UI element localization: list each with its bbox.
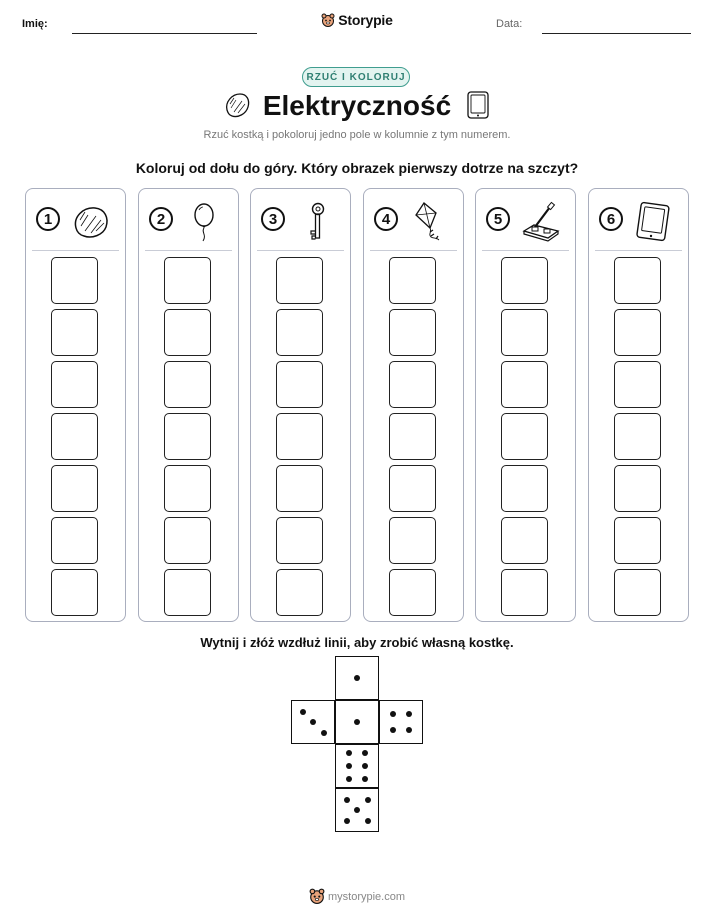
column-header [139,201,238,247]
column-number: 6 [599,207,623,231]
color-cell[interactable] [276,361,323,408]
color-cell[interactable] [164,257,211,304]
color-cell[interactable] [389,569,436,616]
color-cell[interactable] [501,465,548,512]
color-cell[interactable] [164,569,211,616]
kite-icon [408,201,450,248]
color-cell[interactable] [389,517,436,564]
color-cell[interactable] [389,465,436,512]
dice-instruction: Wytnij i złóż wzdłuż linii, aby zrobić własną kostkę. [200,635,514,650]
die-pip [310,719,316,725]
color-cell[interactable] [276,257,323,304]
die-pip [321,730,327,736]
die-pip [390,727,396,733]
column-4 [363,188,464,622]
die-pip [354,675,360,681]
die-pip [362,750,368,756]
column-divider [482,250,569,251]
color-cell[interactable] [164,517,211,564]
tablet-icon [465,90,491,125]
column-divider [370,250,457,251]
die-pip [390,711,396,717]
column-number: 1 [36,207,60,231]
color-cell[interactable] [164,465,211,512]
column-divider [257,250,344,251]
die-pip [365,797,371,803]
storypie-logo-icon [321,13,335,30]
subtitle: Rzuć kostką i pokoloruj jedno pole w kolumnie z tym numerem. [203,129,511,141]
color-cell[interactable] [614,465,661,512]
column-1 [25,188,126,622]
page-title: Elektryczność [262,90,452,121]
color-cell[interactable] [164,309,211,356]
key-icon [295,201,337,248]
die-pip [346,750,352,756]
color-cell[interactable] [501,361,548,408]
color-cell[interactable] [501,569,548,616]
footer-url: mystorypie.com [327,891,406,903]
die-face-1 [335,700,379,744]
knife-switch-icon [520,201,562,248]
column-header [26,201,125,247]
balloon-icon [183,201,225,248]
color-cell[interactable] [51,465,98,512]
die-pip [354,719,360,725]
column-divider [32,250,119,251]
die-pip [346,763,352,769]
die-face-4 [379,700,423,744]
color-cell[interactable] [51,257,98,304]
activity-badge: RZUĆ I KOLORUJ [302,67,410,87]
color-cell[interactable] [389,257,436,304]
color-cell[interactable] [501,309,548,356]
color-cell[interactable] [614,309,661,356]
color-cell[interactable] [389,309,436,356]
color-cell[interactable] [51,361,98,408]
color-cell[interactable] [276,569,323,616]
column-3 [250,188,351,622]
color-cell[interactable] [51,413,98,460]
column-divider [595,250,682,251]
color-cell[interactable] [51,569,98,616]
die-pip [354,807,360,813]
column-2 [138,188,239,622]
color-cell[interactable] [276,309,323,356]
die-face-5 [335,788,379,832]
color-cell[interactable] [389,361,436,408]
column-header [364,201,463,247]
name-line[interactable] [72,33,257,34]
color-cell[interactable] [51,517,98,564]
die-pip [346,776,352,782]
column-divider [145,250,232,251]
color-cell[interactable] [164,361,211,408]
instruction: Koloruj od dołu do góry. Który obrazek pierwszy dotrze na szczyt? [135,160,579,176]
storypie-logo-icon [309,888,325,907]
color-cell[interactable] [614,413,661,460]
die-pip [362,776,368,782]
column-header [476,201,575,247]
tablet-icon [633,201,675,248]
column-header [251,201,350,247]
die-pip [406,711,412,717]
color-cell[interactable] [501,257,548,304]
date-label: Data: [496,18,523,30]
die-pip [365,818,371,824]
color-cell[interactable] [614,517,661,564]
footer [0,888,714,907]
color-cell[interactable] [276,465,323,512]
column-6 [588,188,689,622]
die-face-1 [335,656,379,700]
name-label: Imię: [22,18,48,30]
die-face-3 [291,700,335,744]
column-number: 2 [149,207,173,231]
brand-name: Storypie [338,12,393,28]
color-cell[interactable] [276,517,323,564]
color-cell[interactable] [614,361,661,408]
brand [0,12,714,30]
color-cell[interactable] [501,413,548,460]
color-cell[interactable] [389,413,436,460]
color-cell[interactable] [51,309,98,356]
column-header [589,201,688,247]
column-number: 3 [261,207,285,231]
die-pip [300,709,306,715]
die-pip [344,797,350,803]
die-face-6 [335,744,379,788]
date-line[interactable] [542,33,691,34]
rock-icon [70,201,112,248]
color-cell[interactable] [614,569,661,616]
column-number: 4 [374,207,398,231]
color-cell[interactable] [276,413,323,460]
color-cell[interactable] [614,257,661,304]
color-cell[interactable] [164,413,211,460]
color-cell[interactable] [501,517,548,564]
column-number: 5 [486,207,510,231]
die-pip [362,763,368,769]
column-5 [475,188,576,622]
die-pip [406,727,412,733]
die-pip [344,818,350,824]
